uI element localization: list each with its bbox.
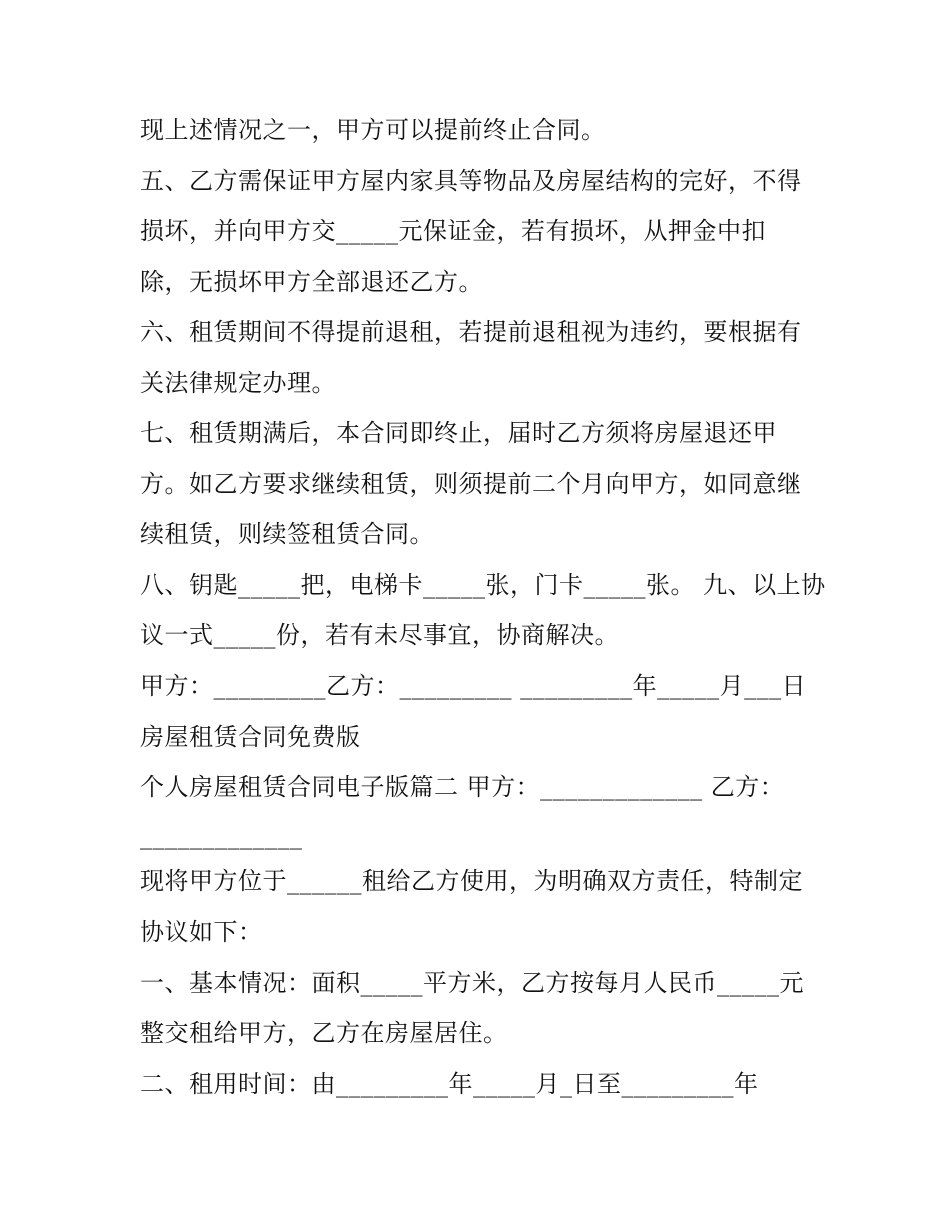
text-line: 协议如下： — [140, 918, 263, 946]
text-line: 方。如乙方要求继续租赁，则须提前二个月向甲方，如同意继 — [140, 470, 802, 498]
text-line: 六、租赁期间不得提前退租，若提前退租视为违约，要根据有 — [140, 318, 802, 346]
signature-line: 甲方：_________乙方：_________ _________年_____月___日 — [140, 672, 807, 700]
text-line: 八、钥匙_____把，电梯卡_____张，门卡_____张。 九、以上协 — [140, 571, 826, 599]
text-line: 损坏，并向甲方交_____元保证金，若有损坏，从押金中扣 — [140, 217, 766, 245]
text-line: 个人房屋租赁合同电子版篇二 甲方：_____________ 乙方： — [140, 773, 785, 801]
text-line: _____________ — [140, 822, 303, 850]
text-line: 议一式_____份，若有未尽事宜，协商解决。 — [140, 621, 619, 649]
text-line: 除，无损坏甲方全部退还乙方。 — [140, 268, 483, 296]
text-line: 整交租给甲方，乙方在房屋居住。 — [140, 1019, 508, 1047]
text-line: 现将甲方位于______租给乙方使用，为明确双方责任，特制定 — [140, 867, 803, 895]
text-line: 二、租用时间：由_________年_____月_日至_________年 — [140, 1070, 759, 1098]
text-line: 七、租赁期满后，本合同即终止，届时乙方须将房屋退还甲 — [140, 419, 777, 447]
text-line: 续租赁，则续签租赁合同。 — [140, 520, 434, 548]
text-line: 一、基本情况：面积_____平方米，乙方按每月人民币_____元 — [140, 969, 804, 997]
section-title: 房屋租赁合同免费版 — [140, 723, 361, 751]
text-line: 关法律规定办理。 — [140, 369, 336, 397]
text-line: 五、乙方需保证甲方屋内家具等物品及房屋结构的完好，不得 — [140, 167, 802, 195]
text-line: 现上述情况之一，甲方可以提前终止合同。 — [140, 116, 606, 144]
